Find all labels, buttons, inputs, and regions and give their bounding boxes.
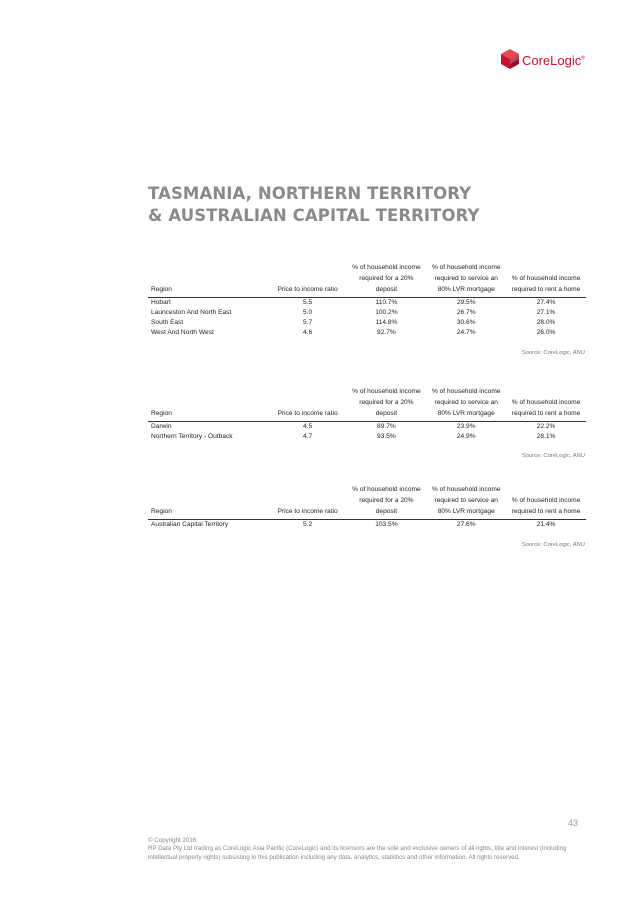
- corelogic-logo: [500, 48, 590, 74]
- cell-ratio: 5.0: [303, 309, 313, 316]
- col-header-deposit: % of household income required for a 20% deposit: [352, 486, 421, 515]
- table-row: [148, 520, 586, 531]
- cell-rent: 27.1%: [536, 309, 556, 316]
- source-note: Source: CoreLogic, ANU: [521, 350, 585, 356]
- cell-ratio: 5.7: [303, 319, 313, 326]
- copyright-footer: [148, 837, 588, 862]
- col-header-mortgage: % of household income required to service an 80% LVR mortgage: [431, 264, 501, 293]
- cell-mortgage: 24.7%: [456, 329, 476, 336]
- cell-mortgage: 26.7%: [456, 309, 476, 316]
- col-header-deposit: % of household income required for a 20% deposit: [352, 264, 421, 293]
- table-header-row: [148, 386, 586, 422]
- cell-rent: 22.2%: [536, 423, 556, 430]
- col-header-ratio: Price to income ratio: [277, 410, 338, 417]
- cell-ratio: 4.7: [303, 433, 313, 440]
- cell-region: Darwin: [151, 423, 172, 430]
- cell-ratio: 4.6: [303, 329, 313, 336]
- cell-deposit: 93.5%: [377, 433, 396, 440]
- cell-deposit: 100.2%: [375, 309, 398, 316]
- source-note: Source: CoreLogic, ANU: [521, 542, 585, 548]
- page-title-line-1: TASMANIA, NORTHERN TERRITORY: [148, 184, 472, 203]
- cell-rent: 27.4%: [536, 299, 556, 306]
- col-header-ratio: Price to income ratio: [277, 508, 338, 515]
- cell-region: Northern Territory - Outback: [151, 433, 233, 440]
- col-header-mortgage: % of household income required to service an 80% LVR mortgage: [431, 486, 501, 515]
- cell-mortgage: 24.9%: [456, 433, 476, 440]
- logo-name: CoreLogic: [522, 53, 582, 68]
- col-header-region: Region: [151, 410, 172, 417]
- cell-deposit: 103.5%: [375, 521, 398, 528]
- col-header-ratio: Price to income ratio: [277, 286, 338, 293]
- cell-deposit: 110.7%: [375, 299, 398, 306]
- source-note: Source: CoreLogic, ANU: [521, 453, 585, 459]
- cell-rent: 26.0%: [536, 329, 556, 336]
- cell-rent: 21.4%: [536, 521, 556, 528]
- cell-mortgage: 29.5%: [456, 299, 476, 306]
- logo-registered-mark: ®: [581, 55, 585, 62]
- cell-deposit: 89.7%: [377, 423, 396, 430]
- logo-wordmark: [522, 53, 585, 68]
- table-row: [148, 328, 586, 338]
- table-row: [148, 432, 586, 442]
- page-title-line-2: & AUSTRALIAN CAPITAL TERRITORY: [148, 206, 480, 225]
- cell-mortgage: 27.6%: [456, 521, 476, 528]
- table-row: [148, 318, 586, 328]
- col-header-region: Region: [151, 286, 172, 293]
- act-affordability-table: [148, 484, 586, 530]
- page-title: [148, 183, 588, 227]
- cell-region: Australian Capital Territory: [151, 521, 229, 528]
- col-header-region: Region: [151, 508, 172, 515]
- cell-deposit: 114.8%: [375, 319, 398, 326]
- copyright-line: © Copyright 2016: [148, 837, 197, 844]
- cell-mortgage: 23.9%: [456, 423, 476, 430]
- col-header-deposit: % of household income required for a 20% deposit: [352, 388, 421, 417]
- table-header-row: [148, 262, 586, 298]
- cell-region: West And North West: [151, 329, 214, 336]
- cell-ratio: 5.5: [303, 299, 313, 306]
- table-header-row: [148, 484, 586, 520]
- cell-deposit: 92.7%: [377, 329, 396, 336]
- corelogic-cube-icon: [500, 48, 520, 70]
- tasmania-affordability-table: [148, 262, 586, 338]
- table-row: [148, 308, 586, 318]
- col-header-rent: % of household income required to rent a home: [511, 275, 581, 293]
- cell-region: Launceston And North East: [151, 309, 232, 316]
- northern-territory-affordability-table: [148, 386, 586, 442]
- cell-ratio: 5.2: [303, 521, 313, 528]
- col-header-rent: % of household income required to rent a home: [511, 497, 581, 515]
- copyright-notice: RP Data Pty Ltd trading as CoreLogic Asia Pacific (CoreLogic) and its licensors are the sole and exclusive owners of all rights, title and interest (including intellectual property rights) subsisting in this publication including any data, analytics, statistics and other information. All rights reserved.: [148, 845, 567, 861]
- cell-rent: 28.1%: [536, 433, 556, 440]
- table-row: [148, 298, 586, 309]
- cell-rent: 28.0%: [536, 319, 556, 326]
- page-number: 43: [567, 818, 578, 828]
- col-header-rent: % of household income required to rent a home: [511, 399, 581, 417]
- table-row: [148, 422, 586, 433]
- cell-ratio: 4.5: [303, 423, 313, 430]
- cell-region: South East: [151, 319, 184, 326]
- cell-mortgage: 30.6%: [456, 319, 476, 326]
- col-header-mortgage: % of household income required to service an 80% LVR mortgage: [431, 388, 501, 417]
- cell-region: Hobart: [151, 299, 171, 306]
